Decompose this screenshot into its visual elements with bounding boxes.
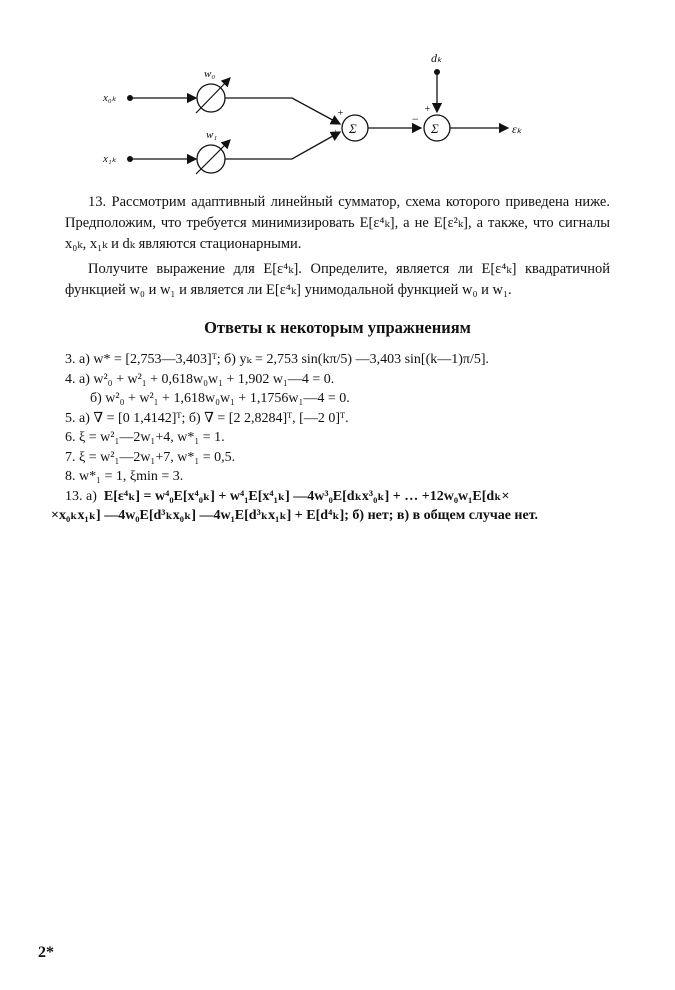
page-mark: 2*	[38, 944, 54, 961]
answer-13-line-2: ×x₀ₖx₁ₖ] —4w₀E[d³ₖx₀ₖ] —4w₁E[d³ₖx₁ₖ] + E[d⁴ₖ]; б) нет; в) в общем случае нет.	[51, 508, 539, 523]
problem-paragraph-2: Получите выражение для E[ε⁴ₖ]. Определите, является ли E[ε⁴ₖ] квадратичной функцией w₀ и w₁ и является ли E[ε⁴ₖ] унимодальной функцией w₀ и w₁.	[65, 261, 610, 298]
input-x0-label: x₀ₖ	[103, 92, 117, 104]
problem-paragraph-1: 13. Рассмотрим адаптивный линейный сумматор, схема которого приведена ниже. Предположим, что требуется минимизировать E[ε⁴ₖ], а не E[ε²ₖ], а также, что сигналы x₀ₖ, x₁ₖ и dₖ являются стационарными.	[65, 194, 610, 252]
svg-text:+: +	[337, 108, 344, 119]
answer-13-line-1	[65, 487, 610, 507]
svg-text:−: −	[411, 112, 420, 126]
weight-w1-label: w₁	[206, 129, 218, 141]
problem-13	[65, 192, 610, 301]
answers-list	[51, 350, 610, 526]
answer-8: 8. w*₁ = 1, ξmin = 3.	[65, 469, 184, 484]
summer-1-symbol: Σ	[349, 121, 357, 136]
answer-4a: 4. а) w²₀ + w²₁ + 0,618w₀w₁ + 1,902 w₁—4 = 0.	[65, 371, 335, 387]
svg-text:+: +	[424, 104, 431, 115]
answer-13-formula-1: E[ε⁴ₖ] = w⁴₀E[x⁴₀ₖ] + w⁴₁E[x⁴₁ₖ] —4w³₀E[dₖx³₀ₖ] + … +12w₀w₁E[dₖ×	[103, 488, 510, 504]
desired-label: dₖ	[431, 51, 443, 65]
answer-6: 6. ξ = w²₁—2w₁+4, w*₁ = 1.	[65, 430, 225, 445]
error-label: εₖ	[512, 122, 522, 136]
answer-7: 7. ξ = w²₁—2w₁+7, w*₁ = 0,5.	[65, 449, 236, 465]
answer-13-label: 13. а)	[65, 488, 97, 504]
summer-2-symbol: Σ	[431, 121, 439, 136]
svg-text:+: +	[332, 128, 339, 139]
answer-5: 5. а) ∇ = [0 1,4142]ᵀ; б) ∇ = [2 2,8284]ᵀ, [—2 0]ᵀ.	[65, 410, 349, 426]
answer-3: 3. а) w* = [2,753—3,403]ᵀ; б) yₖ = 2,753 sin(kπ/5) —3,403 sin[(k—1)π/5].	[65, 352, 490, 367]
input-x1-label: x₁ₖ	[103, 153, 117, 165]
answer-4b: б) w²₀ + w²₁ + 1,618w₀w₁ + 1,1756w₁—4 = 0.	[90, 391, 350, 406]
adaptive-combiner-diagram	[0, 0, 675, 185]
section-heading: Ответы к некоторым упражнениям	[204, 318, 471, 337]
weight-w0-label: w₀	[204, 68, 216, 80]
